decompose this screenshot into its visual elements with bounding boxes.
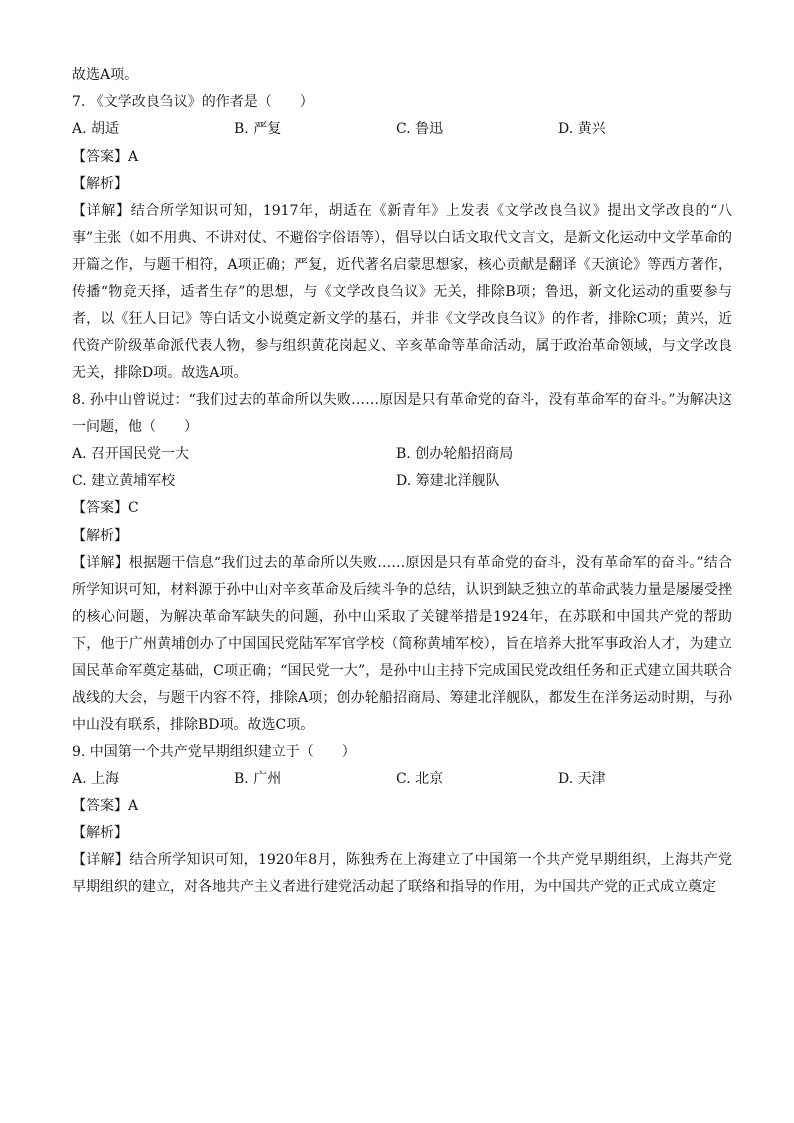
q9-answer: 【答案】A — [72, 798, 139, 815]
q7-options — [72, 116, 732, 143]
lead-conclusion: 故选A项。 — [72, 67, 139, 83]
q9-option-a: A. 上海 — [72, 770, 120, 787]
document-page — [72, 62, 732, 901]
q7-option-a: A. 胡适 — [72, 121, 120, 138]
q8-analysis-label: 【解析】 — [72, 527, 128, 544]
q9-detail: 【详解】结合所学知识可知，1920年8月，陈独秀在上海建立了中国第一个共产党早期组织，上海共产党早期组织的建立，对各地共产主义者进行建党活动起了联络和指导的作用，为中国共产党的正式成立奠定 — [72, 852, 732, 896]
q8-options-row-1 — [72, 441, 732, 468]
q8-option-c: C. 建立黄埔军校 — [72, 473, 176, 490]
q9-option-b: B. 广州 — [234, 770, 282, 787]
q7-option-b: B. 严复 — [234, 121, 282, 138]
q7-detail: 【详解】结合所学知识可知，1917年，胡适在《新青年》上发表《文学改良刍议》提出文学改良的“八事”主张（如不用典、不讲对仗、不避俗字俗语等），倡导以白话文取代文言文，是新文化运动中文学革命的开篇之作，与题干相符，A项正确；严复，近代著名启蒙思想家，核心贡献是翻译《天演论》等西方著作，传播“物竞天择，适者生存”的思想，与《文学改良刍议》无关，排除B项；鲁迅，新文化运动的重要参与者，以《狂人日记》等白话文小说奠定新文学的基石，并非《文学改良刍议》的作者，排除C项；黄兴，近代资产阶级革命派代表人物，参与组织黄花岗起义、辛亥革命等革命活动，属于政治革命领域，与文学改良无关，排除D项。故选A项。 — [72, 202, 732, 381]
q7-answer: 【答案】A — [72, 148, 139, 165]
q8-stem: 8. 孙中山曾说过：“我们过去的革命所以失败……原因是只有革命党的奋斗，没有革命军的奋斗。”为解决这一问题，他（ ） — [72, 391, 732, 435]
q7-option-d: D. 黄兴 — [558, 121, 606, 138]
q7-option-c: C. 鲁迅 — [396, 121, 444, 138]
q9-option-d: D. 天津 — [558, 770, 606, 787]
q9-stem: 9. 中国第一个共产党早期组织建立于（ ） — [72, 743, 356, 760]
q8-option-a: A. 召开国民党一大 — [72, 445, 190, 462]
q8-detail: 【详解】根据题干信息“我们过去的革命所以失败……原因是只有革命党的奋斗，没有革命军的奋斗。”结合所学知识可知，材料源于孙中山对辛亥革命及后续斗争的总结，认识到缺乏独立的革命武装力量是屡屡受挫的核心问题，为解决革命军缺失的问题，孙中山采取了关键举措是1924年，在苏联和中国共产党的帮助下，他于广州黄埔创办了中国国民党陆军军官学校（简称黄埔军校），旨在培养大批军事政治人才，为建立国民革命军奠定基础，C项正确；“国民党一大”，是孙中山主持下完成国民党改组任务和正式建立国共联合战线的大会，与题干内容不符，排除A项；创办轮船招商局、筹建北洋舰队，都发生在洋务运动时期，与孙中山没有联系，排除BD项。故选C项。 — [72, 554, 732, 733]
q8-option-b: B. 创办轮船招商局 — [396, 445, 514, 462]
q8-option-d: D. 筹建北洋舰队 — [396, 473, 500, 490]
q8-options-row-2 — [72, 468, 732, 495]
q7-analysis-label: 【解析】 — [72, 175, 128, 192]
q8-answer: 【答案】C — [72, 500, 139, 517]
q9-options — [72, 766, 732, 793]
q9-analysis-label: 【解析】 — [72, 825, 128, 842]
q9-option-c: C. 北京 — [396, 770, 444, 787]
q7-stem: 7. 《文学改良刍议》的作者是（ ） — [72, 94, 314, 111]
